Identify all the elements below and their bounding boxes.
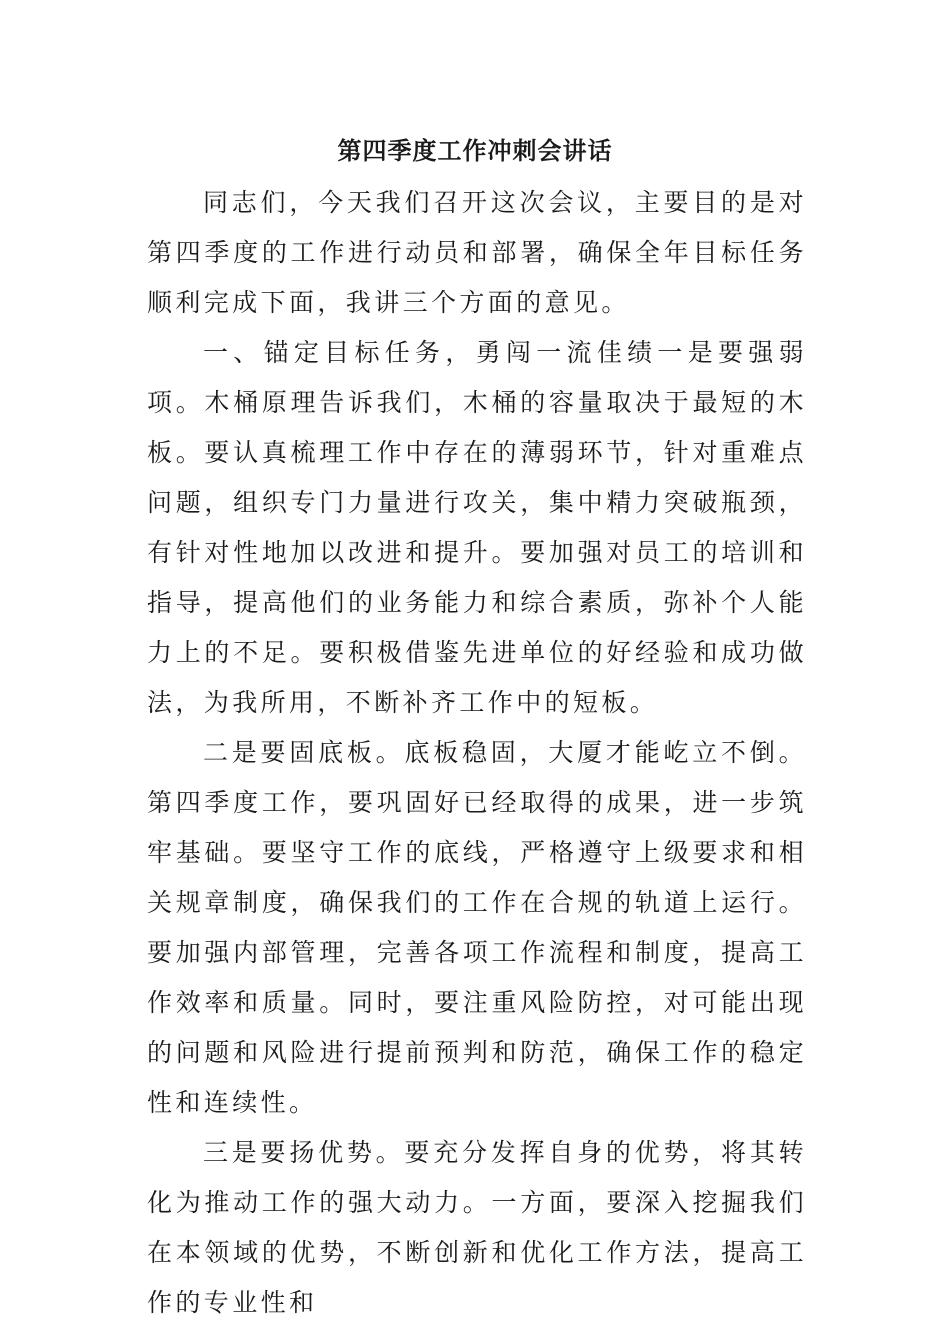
document-body [147, 178, 807, 1328]
paragraph-leverage-strengths: 三是要扬优势。要充分发挥自身的优势，将其转化为推动工作的强大动力。一方面，要深入挖掘我们在本领域的优势，不断创新和优化工作方法，提高工作的专业性和 [147, 1138, 807, 1317]
paragraph-strengthen-weaknesses: 一、锚定目标任务，勇闯一流佳绩一是要强弱项。木桶原理告诉我们，木桶的容量取决于最短的木板。要认真梳理工作中存在的薄弱环节，针对重难点问题，组织专门力量进行攻关，集中精力突破瓶颈，有针对性地加以改进和提升。要加强对员工的培训和指导，提高他们的业务能力和综合素质，弥补个人能力上的不足。要积极借鉴先进单位的好经验和成功做法，为我所用，不断补齐工作中的短板。 [147, 338, 807, 717]
paragraph-solidify-foundation: 二是要固底板。底板稳固，大厦才能屹立不倒。第四季度工作，要巩固好已经取得的成果，进一步筑牢基础。要坚守工作的底线，严格遵守上级要求和相关规章制度，确保我们的工作在合规的轨道上运行。要加强内部管理，完善各项工作流程和制度，提高工作效率和质量。同时，要注重风险防控，对可能出现的问题和风险进行提前预判和防范，确保工作的稳定性和连续性。 [147, 738, 807, 1117]
document-title: 第四季度工作冲刺会讲话 [337, 136, 613, 165]
paragraph-opening: 同志们，今天我们召开这次会议，主要目的是对第四季度的工作进行动员和部署，确保全年目标任务顺利完成下面，我讲三个方面的意见。 [147, 188, 807, 317]
